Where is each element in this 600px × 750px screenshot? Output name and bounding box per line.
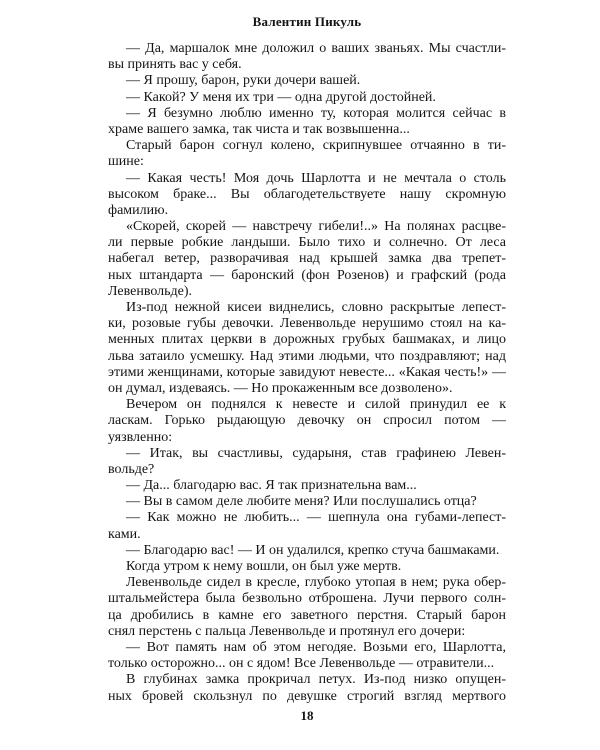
text-line: он думал, издеваясь. — Но прокаженным все дозволено».	[108, 380, 453, 396]
text-line: В глубинах замка прокричал петух. Из-под низко опущен-	[126, 672, 506, 688]
text-line: ласкам. Горько рыдающую девочку он спросил потом —	[108, 413, 506, 429]
text-line: фамилию.	[108, 202, 169, 218]
text-line: Из-под нежной кисеи виднелись, словно раскрытые лепест-	[126, 300, 506, 315]
text-line: — Итак, вы счастливы, сударыня, став графинею Левен-	[126, 445, 506, 461]
page-body	[108, 41, 506, 705]
text-line: Когда утром к нему вошли, он был уже мертв.	[126, 559, 402, 574]
paragraph	[108, 73, 506, 89]
paragraph	[108, 106, 506, 138]
text-line: вы принять вас у себя.	[108, 57, 242, 73]
text-line: ных бровей скользнул по девушке строгий взгляд мертвого	[108, 688, 506, 704]
text-line: снял перстень с пальца Левенвольде и протянул его дочери:	[108, 623, 466, 639]
text-line: — Какой? У меня их три — одна другой достойней.	[126, 89, 436, 105]
text-line: храме вашего замка, так чиста и так возвышенна...	[108, 121, 410, 137]
text-line: — Какая честь! Моя дочь Шарлотта и не мечтала о столь	[126, 170, 506, 186]
text-line: ли первые робкие ландыши. Было тихо и солнечно. От леса	[108, 235, 506, 251]
text-line: — Вы в самом деле любите меня? Или послушались отца?	[126, 494, 477, 510]
text-line: только осторожно... он с ядом! Все Левенвольде — отравители...	[108, 656, 495, 672]
text-line: «Скорей, скорей — навстречу гибели!..» На полянах расцве-	[126, 219, 506, 235]
text-line: — Да... благодарю вас. Я так признательна вам...	[126, 478, 417, 494]
paragraph	[108, 559, 506, 575]
text-line: высоком браке... Вы облагодетельствуете нашу скромную	[108, 186, 506, 202]
text-line: этими женщинами, которые завидуют невесте... «Какая честь!» —	[108, 364, 506, 380]
paragraph	[108, 640, 506, 672]
text-line: ки, розовые губы девочки. Левенвольде нерушимо стоял на ка-	[108, 316, 506, 332]
text-line: ных штандарта — баронский (фон Розенов) и графский (рода	[108, 267, 506, 283]
paragraph	[108, 575, 506, 640]
text-line: — Я прошу, барон, руки дочери вашей.	[126, 73, 361, 89]
page-number: 18	[300, 708, 314, 723]
text-line: Левенвольде сидел в кресле, глубоко утопая в нем; рука обер-	[126, 575, 506, 591]
text-line: штальмейстера была безвольно отброшена. Лучи первого солн-	[108, 591, 506, 607]
text-line: менных плитах церкви в дорожных грубых башмаках, и лицо	[108, 332, 506, 348]
paragraph	[108, 446, 506, 478]
paragraph	[108, 171, 506, 220]
paragraph	[108, 300, 506, 397]
text-line: льва затаило усмешку. Над этими людьми, что поздравляют; над	[108, 348, 506, 364]
text-line: Вечером он поднялся к невесте и силой принудил ее к	[126, 397, 506, 413]
text-line: — Я безумно люблю именно ту, которая молится сейчас в	[126, 105, 506, 121]
text-line: — Да, маршалок мне доложил о ваших званьях. Мы счастли-	[126, 41, 506, 56]
text-line: — Как можно не любить... — шепнула она губами-лепест-	[126, 510, 506, 526]
text-line: шине:	[108, 154, 144, 170]
text-line: ками.	[108, 526, 141, 542]
paragraph	[108, 90, 506, 106]
text-line: Старый барон согнул колено, скрипнувшее отчаянно в ти-	[126, 138, 506, 154]
paragraph	[108, 219, 506, 300]
text-line: ца дробились в камне его заветного перстня. Старый барон	[108, 607, 506, 623]
paragraph	[108, 543, 506, 559]
paragraph	[108, 41, 506, 73]
paragraph	[108, 138, 506, 170]
text-line: набегал ветер, разворачивая над крышей замка два трепет-	[108, 251, 506, 267]
paragraph	[108, 494, 506, 510]
text-line: вольде?	[108, 461, 155, 477]
paragraph	[108, 672, 506, 704]
paragraph	[108, 478, 506, 494]
text-line: уязвленно:	[108, 429, 173, 445]
paragraph	[108, 510, 506, 542]
running-title: Валентин Пикуль	[252, 14, 362, 29]
text-line: Левенвольде).	[108, 283, 193, 299]
text-line: — Вот память нам об этом негодяе. Возьми его, Шарлотта,	[126, 639, 506, 655]
text-line: — Благодарю вас! — И он удалился, крепко стуча башмаками.	[126, 542, 500, 558]
paragraph	[108, 397, 506, 446]
